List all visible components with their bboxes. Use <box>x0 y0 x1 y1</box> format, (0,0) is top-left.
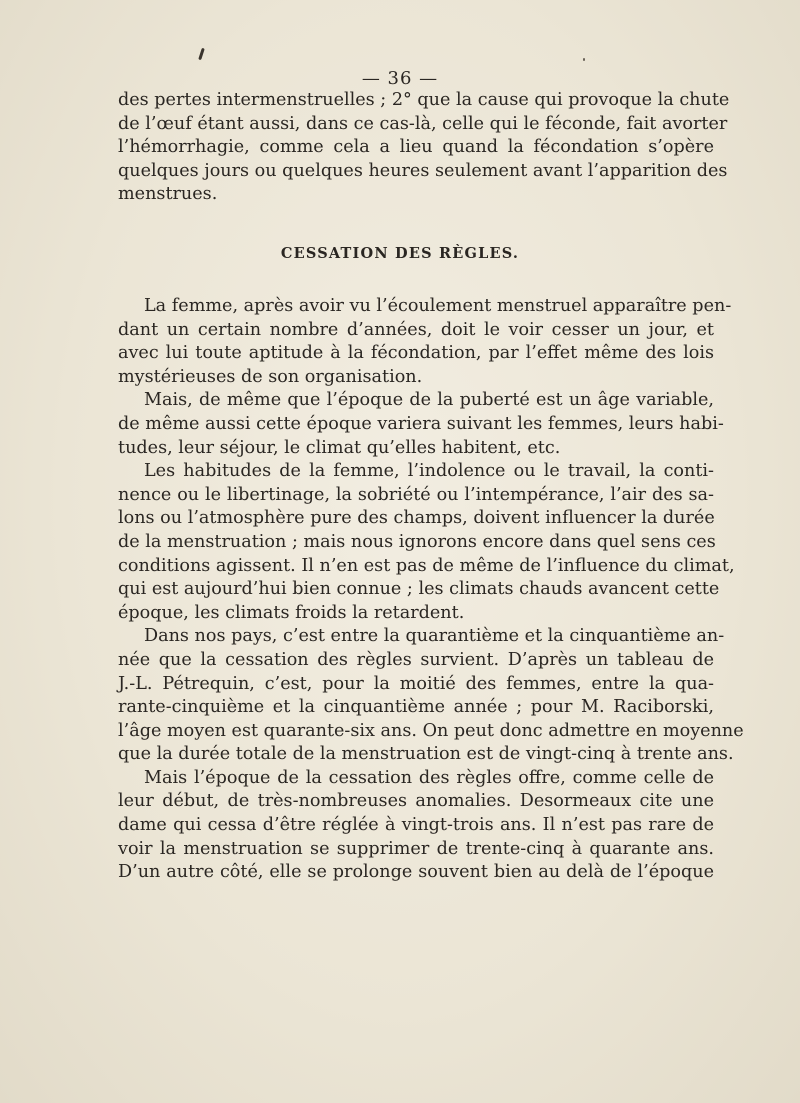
paragraph <box>118 460 735 625</box>
text-line: voir la menstruation se supprimer de trente-cinq à quarante ans. <box>118 838 714 859</box>
paragraph <box>118 625 744 767</box>
text-line: avec lui toute aptitude à la fécondation, par l’effet même des lois <box>118 343 714 364</box>
continued-paragraph <box>118 89 730 207</box>
text-line: de même aussi cette époque variera suivant les femmes, leurs habi- <box>118 413 724 434</box>
text-line: menstrues. <box>118 184 218 205</box>
section-heading: CESSATION DES RÈGLES. <box>280 245 520 262</box>
text-line: de la menstruation ; mais nous ignorons encore dans quel sens ces <box>118 531 716 552</box>
text-line: l’âge moyen est quarante-six ans. On peut donc admettre en moyenne <box>118 720 744 741</box>
text-line: que la durée totale de la menstruation est de vingt-cinq à trente ans. <box>118 744 734 765</box>
text-line: époque, les climats froids la retardent. <box>118 602 465 623</box>
text-line: des pertes intermenstruelles ; 2° que la cause qui provoque la chute <box>118 90 730 110</box>
text-line: née que la cessation des règles survient. D’après un tableau de <box>118 649 714 670</box>
text-line: Dans nos pays, c’est entre la quarantième et la cinquantième an- <box>144 626 725 647</box>
text-line: Mais l’époque de la cessation des règles offre, comme celle de <box>144 767 714 788</box>
text-line: Les habitudes de la femme, l’indolence ou le travail, la conti- <box>144 461 714 482</box>
text-line: qui est aujourd’hui bien connue ; les climats chauds avancent cette <box>118 579 720 600</box>
text-line: nence ou le libertinage, la sobriété ou l’intempérance, l’air des sa- <box>118 484 714 505</box>
text-line: La femme, après avoir vu l’écoulement menstruel apparaître pen- <box>144 296 732 316</box>
text-line: l’hémorrhagie, comme cela a lieu quand la fécondation s’opère <box>118 137 714 158</box>
paragraph <box>118 767 714 885</box>
text-line: tudes, leur séjour, le climat qu’elles habitent, etc. <box>118 437 561 458</box>
text-line: conditions agissent. Il n’en est pas de même de l’influence du climat, <box>118 555 735 576</box>
text-line: de l’œuf étant aussi, dans ce cas-là, celle qui le féconde, fait avorter <box>118 113 728 134</box>
text-line: rante-cinquième et la cinquantième année ; pour M. Raciborski, <box>118 697 714 718</box>
page-number: — 36 — <box>361 68 439 89</box>
paragraph <box>118 389 724 460</box>
ink-mark <box>198 48 205 60</box>
text-line: J.-L. Pétrequin, c’est, pour la moitié des femmes, entre la qua- <box>118 673 714 694</box>
paper-speck <box>583 58 585 61</box>
text-line: dame qui cessa d’être réglée à vingt-trois ans. Il n’est pas rare de <box>118 815 714 836</box>
text-line: quelques jours ou quelques heures seulement avant l’apparition des <box>118 160 728 181</box>
paragraph <box>118 295 732 389</box>
text-line: dant un certain nombre d’années, doit le voir cesser un jour, et <box>118 319 714 340</box>
text-line: Mais, de même que l’époque de la puberté est un âge variable, <box>144 390 714 411</box>
text-line: D’un autre côté, elle se prolonge souvent bien au delà de l’époque <box>118 862 714 883</box>
text-line: lons ou l’atmosphère pure des champs, doivent influencer la durée <box>118 508 715 529</box>
text-line: mystérieuses de son organisation. <box>118 366 423 387</box>
text-line: leur début, de très-nombreuses anomalies. Desormeaux cite une <box>118 791 714 812</box>
section-body <box>118 295 744 885</box>
